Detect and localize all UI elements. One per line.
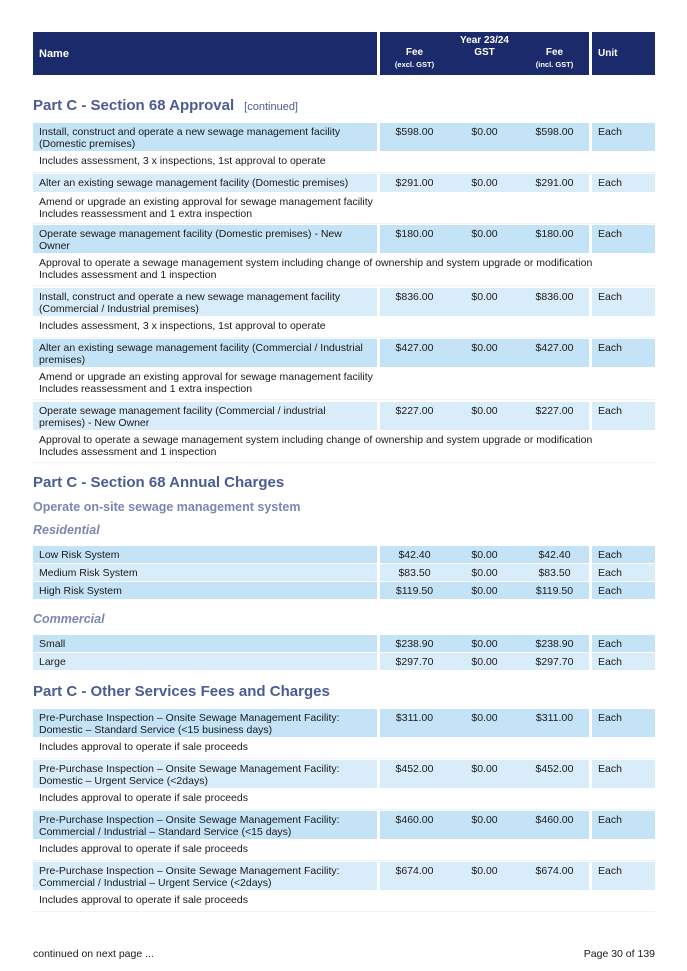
fee-schedule-page (33, 32, 655, 906)
table-row (33, 811, 655, 839)
header-fee-excl: Fee (excl. GST) (394, 47, 435, 69)
fee-item-name: Install, construct and operate a new sewage management facility (Commercial / Industrial premises) (39, 291, 341, 315)
fee-excl-value: $452.00 (395, 763, 434, 775)
table-row (33, 862, 655, 890)
table-row (33, 760, 655, 788)
table-row (33, 635, 655, 652)
fee-excl-value: $311.00 (395, 712, 434, 724)
gst-value: $0.00 (471, 814, 498, 826)
gst-value: $0.00 (471, 291, 498, 303)
fee-incl-value: $836.00 (535, 291, 574, 303)
unit-value: Each (598, 638, 622, 650)
gst-value: $0.00 (471, 126, 498, 138)
fee-incl-value: $460.00 (535, 814, 574, 826)
gst-value: $0.00 (471, 405, 498, 417)
fee-item-name: Alter an existing sewage management facility (Commercial / Industrial premises) (39, 342, 363, 366)
table-row (33, 582, 655, 599)
table-row (33, 123, 655, 151)
unit-value: Each (598, 405, 622, 417)
fee-incl-value: $598.00 (535, 126, 574, 138)
continued-note: continued on next page ... (33, 948, 154, 960)
fee-item-note: Approval to operate a sewage management system including change of ownership and system upgrade or modification Includes assessment and 1 inspection (33, 254, 655, 286)
fee-item-name: Pre-Purchase Inspection – Onsite Sewage Management Facility: Commercial / Industrial – Standard Service (<15 days) (39, 814, 340, 838)
header-fee-incl: Fee (incl. GST) (535, 47, 574, 69)
header-gst: GST (474, 47, 495, 58)
fee-item-name: Pre-Purchase Inspection – Onsite Sewage Management Facility: Domestic – Standard Service (<15 business days) (39, 712, 340, 736)
gst-value: $0.00 (471, 656, 498, 668)
continued-label: [continued] (244, 101, 298, 113)
fee-incl-value: $180.00 (535, 228, 574, 240)
section-title: Part C - Section 68 Approval [continued] (33, 97, 298, 114)
fee-incl-value: $227.00 (535, 405, 574, 417)
unit-value: Each (598, 177, 622, 189)
header-unit-cell (592, 32, 655, 75)
section-title: Part C - Section 68 Annual Charges (33, 474, 285, 491)
fee-item-name: Pre-Purchase Inspection – Onsite Sewage Management Facility: Commercial / Industrial – Urgent Service (<2days) (39, 865, 340, 889)
header-name-cell (33, 32, 377, 75)
fee-incl-value: $427.00 (535, 342, 574, 354)
fee-item-note: Includes assessment, 3 x inspections, 1st approval to operate (33, 152, 655, 173)
fee-item-name: High Risk System (39, 585, 122, 597)
gst-value: $0.00 (471, 712, 498, 724)
fee-excl-value: $291.00 (395, 177, 434, 189)
fee-item-name: Small (39, 638, 66, 650)
fee-item-note: Amend or upgrade an existing approval for sewage management facility Includes reassessment and 1 extra inspection (33, 193, 655, 224)
table-row (33, 225, 655, 253)
header-name-label: Name (39, 48, 69, 60)
header-unit-label: Unit (598, 48, 618, 59)
gst-value: $0.00 (471, 763, 498, 775)
fee-item-note: Approval to operate a sewage management system including change of ownership and system upgrade or modification Includes assessment and 1 inspection (33, 431, 655, 463)
fee-incl-value: $119.50 (535, 585, 574, 597)
fee-item-note: Includes assessment, 3 x inspections, 1st approval to operate (33, 317, 655, 338)
category-title: Residential (33, 523, 100, 537)
unit-value: Each (598, 291, 622, 303)
unit-value: Each (598, 228, 622, 240)
table-row (33, 546, 655, 563)
fee-item-name: Operate sewage management facility (Domestic premises) - New Owner (39, 228, 342, 252)
fee-incl-value: $452.00 (535, 763, 574, 775)
fee-excl-value: $83.50 (398, 567, 431, 579)
gst-value: $0.00 (471, 177, 498, 189)
header-fees-cell (380, 32, 589, 75)
table-row (33, 339, 655, 367)
fee-excl-value: $460.00 (395, 814, 434, 826)
category-title: Commercial (33, 612, 105, 626)
fee-item-name: Install, construct and operate a new sewage management facility (Domestic premises) (39, 126, 341, 150)
unit-value: Each (598, 342, 622, 354)
fee-excl-value: $427.00 (395, 342, 434, 354)
unit-value: Each (598, 126, 622, 138)
fee-item-name: Low Risk System (39, 549, 120, 561)
gst-value: $0.00 (471, 549, 498, 561)
gst-value: $0.00 (471, 342, 498, 354)
table-row (33, 564, 655, 581)
fee-excl-value: $119.50 (395, 585, 434, 597)
unit-value: Each (598, 656, 622, 668)
fee-excl-value: $238.90 (395, 638, 434, 650)
subsection-title: Operate on-site sewage management system (33, 500, 301, 514)
fee-excl-value: $227.00 (395, 405, 434, 417)
unit-value: Each (598, 865, 622, 877)
fee-item-name: Large (39, 656, 66, 668)
section-title: Part C - Other Services Fees and Charges (33, 683, 330, 700)
table-row (33, 402, 655, 430)
table-header (33, 32, 655, 75)
fee-item-name: Pre-Purchase Inspection – Onsite Sewage Management Facility: Domestic – Urgent Service (<2days) (39, 763, 340, 787)
fee-excl-value: $836.00 (395, 291, 434, 303)
fee-incl-value: $42.40 (538, 549, 571, 561)
fee-item-note: Includes approval to operate if sale proceeds (33, 840, 655, 861)
fee-excl-value: $180.00 (395, 228, 434, 240)
gst-value: $0.00 (471, 638, 498, 650)
gst-value: $0.00 (471, 228, 498, 240)
header-year-label: Year 23/24 (460, 35, 509, 46)
fee-item-note: Amend or upgrade an existing approval for sewage management facility Includes reassessment and 1 extra inspection (33, 368, 655, 400)
fee-incl-value: $674.00 (535, 865, 574, 877)
table-row (33, 653, 655, 670)
unit-value: Each (598, 585, 622, 597)
fee-item-name: Alter an existing sewage management facility (Domestic premises) (39, 177, 349, 189)
fee-incl-value: $311.00 (535, 712, 574, 724)
fee-incl-value: $291.00 (535, 177, 574, 189)
fee-item-name: Operate sewage management facility (Commercial / industrial premises) - New Owner (39, 405, 326, 429)
unit-value: Each (598, 712, 622, 724)
gst-value: $0.00 (471, 567, 498, 579)
unit-value: Each (598, 549, 622, 561)
table-row (33, 288, 655, 316)
fee-item-note: Includes approval to operate if sale proceeds (33, 891, 655, 912)
fee-incl-value: $297.70 (535, 656, 574, 668)
table-row (33, 709, 655, 737)
fee-excl-value: $674.00 (395, 865, 434, 877)
unit-value: Each (598, 814, 622, 826)
unit-value: Each (598, 567, 622, 579)
fee-item-note: Includes approval to operate if sale proceeds (33, 789, 655, 810)
fee-item-name: Medium Risk System (39, 567, 138, 579)
table-row (33, 174, 655, 192)
fee-incl-value: $83.50 (538, 567, 571, 579)
gst-value: $0.00 (471, 585, 498, 597)
unit-value: Each (598, 763, 622, 775)
gst-value: $0.00 (471, 865, 498, 877)
fee-excl-value: $42.40 (398, 549, 431, 561)
fee-incl-value: $238.90 (535, 638, 574, 650)
fee-item-note: Includes approval to operate if sale proceeds (33, 738, 655, 759)
page-number: Page 30 of 139 (583, 948, 655, 960)
fee-excl-value: $297.70 (395, 656, 434, 668)
fee-excl-value: $598.00 (395, 126, 434, 138)
